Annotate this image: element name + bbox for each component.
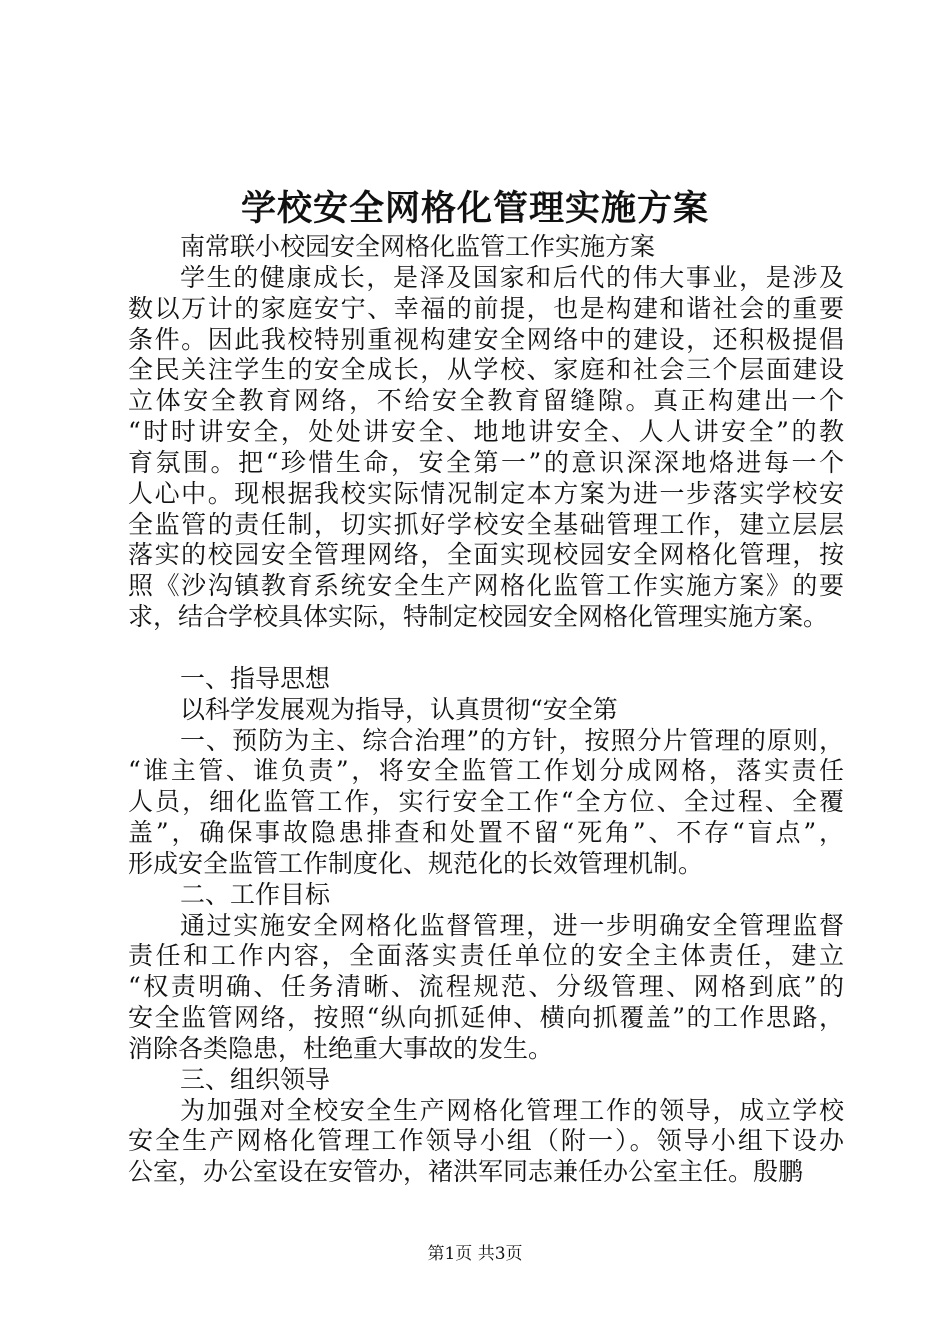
text-line: 人心中。现根据我校实际情况制定本方案为进一步落实学校安 <box>128 478 844 508</box>
text-line: 立体安全教育网络，不给安全教育留缝隙。真正构建出一个 <box>128 386 844 416</box>
text-line: 人员，细化监管工作，实行安全工作“全方位、全过程、全覆 <box>128 787 844 817</box>
blank-line <box>128 633 844 664</box>
text-line: 南常联小校园安全网格化监管工作实施方案 <box>180 232 656 261</box>
text-line: 消除各类隐患，杜绝重大事故的发生。 <box>128 1033 554 1063</box>
text-line: 形成安全监管工作制度化、规范化的长效管理机制。 <box>128 848 704 878</box>
page-title: 学校安全网格化管理实施方案 <box>240 188 709 229</box>
text-line: 全监管的责任制，切实抓好学校安全基础管理工作，建立层层 <box>128 509 844 539</box>
text-line: 盖”，确保事故隐患排查和处置不留“死角”、不存“盲点”， <box>128 818 844 848</box>
text-line: 责任和工作内容，全面落实责任单位的安全主体责任，建立 <box>128 941 844 971</box>
text-line: 以科学发展观为指导，认真贯彻“安全第 <box>180 694 618 724</box>
text-line: 一、指导思想 <box>180 663 331 693</box>
text-line: 数以万计的家庭安宁、幸福的前提，也是构建和谐社会的重要 <box>128 293 844 323</box>
text-line: “权责明确、任务清晰、流程规范、分级管理、网格到底”的 <box>128 972 844 1002</box>
text-line: “谁主管、谁负责”，将安全监管工作划分成网格，落实责任 <box>128 756 844 786</box>
text-line: 育氛围。把“珍惜生命，安全第一”的意识深深地烙进每一个 <box>128 447 844 477</box>
text-line: 为加强对全校安全生产网格化管理工作的领导，成立学校 <box>180 1095 844 1125</box>
text-line: 公室，办公室设在安管办，褚洪军同志兼任办公室主任。殷鹏 <box>128 1157 804 1187</box>
text-line: 落实的校园安全管理网络，全面实现校园安全网格化管理，按 <box>128 540 844 570</box>
text-line: 安全生产网格化管理工作领导小组（附一）。领导小组下设办 <box>128 1126 844 1156</box>
document-body <box>128 232 844 1188</box>
text-line: 全民关注学生的安全成长，从学校、家庭和社会三个层面建设 <box>128 355 844 385</box>
page-footer: 第1页 共3页 <box>427 1244 523 1264</box>
text-line: 安全监管网络，按照“纵向抓延伸、横向抓覆盖”的工作思路， <box>128 1003 844 1033</box>
text-line: 二、工作目标 <box>180 879 331 909</box>
text-line: 求，结合学校具体实际，特制定校园安全网格化管理实施方案。 <box>128 602 829 632</box>
text-line: 照《沙沟镇教育系统安全生产网格化监管工作实施方案》的要 <box>128 571 844 601</box>
text-line: 学生的健康成长，是泽及国家和后代的伟大事业，是涉及 <box>180 262 844 292</box>
text-line: 通过实施安全网格化监督管理，进一步明确安全管理监督 <box>180 910 844 940</box>
text-line: “时时讲安全，处处讲安全、地地讲安全、人人讲安全”的教 <box>128 417 844 447</box>
text-line: 三、组织领导 <box>180 1064 331 1094</box>
text-line: 条件。因此我校特别重视构建安全网络中的建设，还积极提倡 <box>128 324 844 354</box>
text-line: 一、预防为主、综合治理”的方针，按照分片管理的原则， <box>180 725 844 755</box>
